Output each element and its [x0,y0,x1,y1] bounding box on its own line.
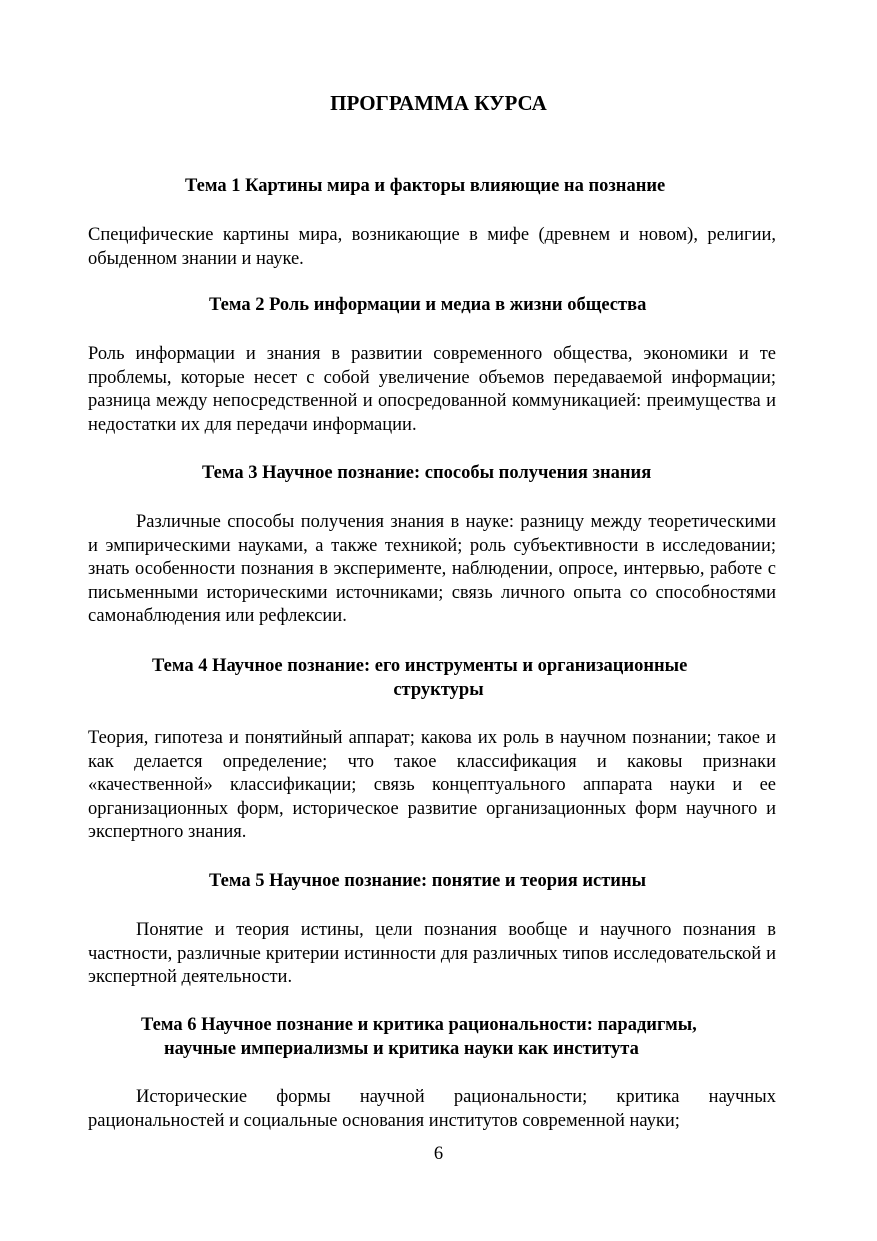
section-6-heading-line-1: Тема 6 Научное познание и критика рациональности: парадигмы, [141,1015,697,1035]
section-4-heading-line-1: Тема 4 Научное познание: его инструменты и организационные [152,656,688,676]
section-1-body: Специфические картины мира, возникающие в мифе (древнем и новом), религии, обыденном знании и науке. [88,225,776,269]
section-4-heading-line-2: структуры [393,680,484,700]
page-title: ПРОГРАММА КУРСА [330,91,547,115]
section-3-heading: Тема 3 Научное познание: способы получения знания [202,463,652,483]
section-2-body: Роль информации и знания в развитии современного общества, экономики и те проблемы, которые несет с собой увеличение объемов передаваемой информации; разница между непосредственной и опосредованной коммуникацией: преимущества и недостатки их для передачи информации. [88,344,776,435]
section-6-heading-line-2: научные империализмы и критика науки как института [164,1039,639,1059]
section-5-body: Понятие и теория истины, цели познания вообще и научного познания в частности, различные критерии истинности для различных типов исследовательской и экспертной деятельности. [88,920,776,987]
section-2-heading: Тема 2 Роль информации и медиа в жизни общества [209,295,647,315]
section-1-heading: Тема 1 Картины мира и факторы влияющие на познание [185,176,666,196]
section-6-body: Исторические формы научной рациональности; критика научных рациональностей и социальные основания институтов современной науки; [88,1087,776,1131]
section-3-body: Различные способы получения знания в науке: разницу между теоретическими и эмпирическими науками, а также техникой; роль субъективности в исследовании; знать особенности познания в эксперименте, наблюдении, опросе, интервью, работе с письменными историческими источниками; связь личного опыта со способностями самонаблюдения или рефлексии. [88,512,776,626]
section-5-heading: Тема 5 Научное познание: понятие и теория истины [209,871,647,891]
section-4-body: Теория, гипотеза и понятийный аппарат; какова их роль в научном познании; такое и как делается определение; что такое классификация и каковы признаки «качественной» классификации; связь концептуального аппарата науки и ее организационных форм, историческое развитие организационных форм научного и экспертного знания. [88,728,776,842]
page-number: 6 [433,1144,444,1164]
